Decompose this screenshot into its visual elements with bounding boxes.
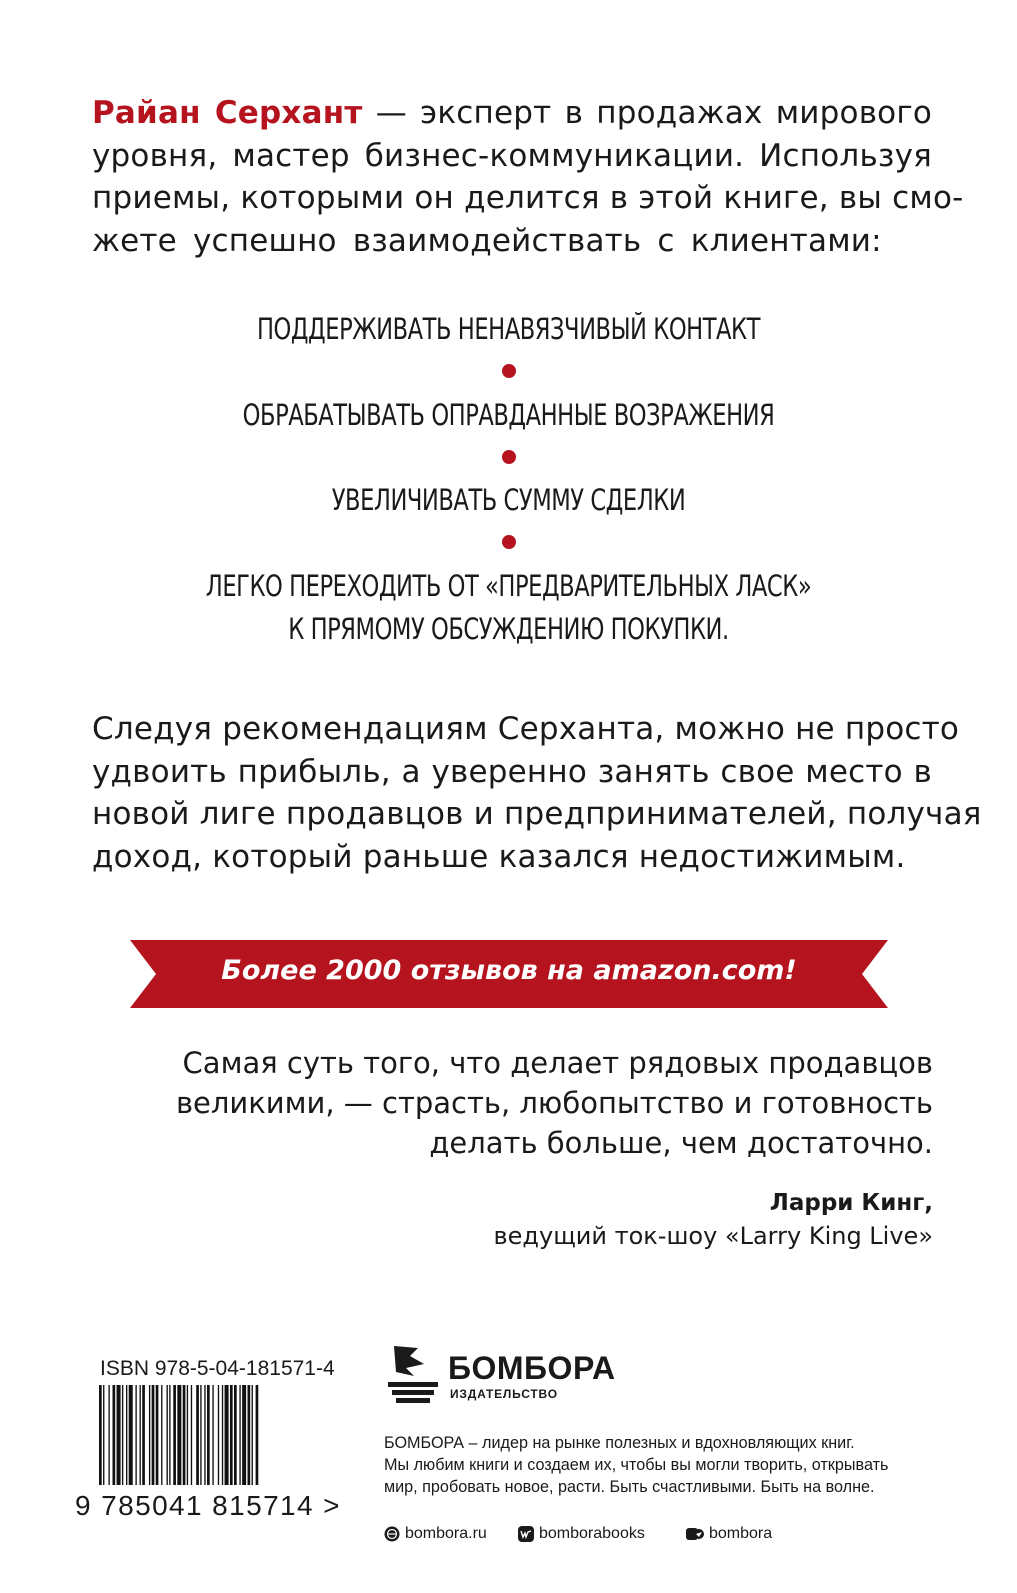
barcode-stripe: [234, 1385, 237, 1485]
barcode-stripe: [225, 1385, 229, 1485]
para-line: удвоить прибыль, а уверенно занять свое место в: [92, 753, 932, 790]
barcode-stripe: [113, 1385, 116, 1485]
social-link-vk[interactable]: [518, 1525, 645, 1543]
skill-item-2: ОБРАБАТЫВАТЬ ОПРАВДАННЫЕ ВОЗРАЖЕНИЯ: [242, 398, 775, 432]
desc-line: Мы любим книги и создаем их, чтобы вы могли творить, открывать: [384, 1456, 889, 1474]
barcode-stripe: [135, 1385, 136, 1485]
skill-item-1: ПОДДЕРЖИВАТЬ НЕНАВЯЗЧИВЫЙ КОНТАКТ: [256, 312, 761, 346]
bullet-dot: [502, 450, 516, 464]
barcode-stripe: [256, 1385, 259, 1485]
bullet-dot: [502, 535, 516, 549]
publisher-name: БОМБОРА: [448, 1350, 616, 1386]
telegram-icon: [686, 1526, 704, 1542]
intro-line-2: уровня, мастер бизнес-коммуникации. Используя: [92, 137, 932, 174]
barcode-stripe: [222, 1385, 223, 1485]
quote-line: делать больше, чем достаточно.: [429, 1126, 933, 1160]
vk-icon: [518, 1526, 534, 1542]
barcode-stripe: [212, 1385, 213, 1485]
barcode-stripe: [242, 1385, 246, 1485]
quote-author-role: ведущий ток-шоу «Larry King Live»: [493, 1222, 933, 1250]
barcode-stripe: [248, 1385, 251, 1485]
social-label: bombora: [709, 1525, 773, 1542]
barcode-stripe: [191, 1385, 192, 1485]
skill-item-4: ЛЕГКО ПЕРЕХОДИТЬ ОТ «ПРЕДВАРИТЕЛЬНЫХ ЛАСК»: [205, 569, 812, 603]
barcode-stripe: [239, 1385, 240, 1485]
author-name: Райан Серхант: [92, 95, 363, 131]
para-line: новой лиге продавцов и предпринимателей, получая: [92, 796, 982, 832]
publisher-logo-icon: [384, 1342, 442, 1406]
reviews-banner-text: Более 2000 отзывов на amazon.com!: [221, 955, 797, 986]
barcode-stripe: [156, 1385, 159, 1485]
intro-line-1: Райан Серхант — эксперт в продажах мирового: [92, 95, 932, 131]
social-link-website[interactable]: [384, 1525, 487, 1543]
bullet-dot: [502, 364, 516, 378]
barcode-stripe: [230, 1385, 233, 1485]
barcode-stripe: [122, 1385, 123, 1485]
barcode-stripe: [218, 1385, 219, 1485]
social-label: bombora.ru: [405, 1525, 487, 1542]
recommendation-paragraph: [92, 708, 982, 878]
barcode-stripe: [152, 1385, 155, 1485]
testimonial-quote: [173, 1043, 933, 1163]
barcode-stripe: [187, 1385, 188, 1485]
barcode-stripe: [117, 1385, 121, 1485]
barcode-number: 9 785041 815714 >: [75, 1490, 341, 1521]
barcode-stripe: [167, 1385, 168, 1485]
quote-author: Ларри Кинг,: [769, 1190, 933, 1216]
barcode-stripe: [161, 1385, 162, 1485]
skill-item-4-cont: К ПРЯМОМУ ОБСУЖДЕНИЮ ПОКУПКИ.: [288, 612, 729, 646]
barcode-stripe: [204, 1385, 205, 1485]
para-line: Следуя рекомендациям Серханта, можно не просто: [92, 711, 960, 747]
barcode-stripe: [149, 1385, 150, 1485]
barcode-stripe: [183, 1385, 186, 1485]
barcode-stripe: [207, 1385, 210, 1485]
barcode-stripe: [140, 1385, 141, 1485]
barcode-stripe: [169, 1385, 170, 1485]
desc-line: БОМБОРА – лидер на рынке полезных и вдохновляющих книг.: [384, 1434, 855, 1452]
barcode-stripe: [252, 1385, 253, 1485]
barcode-stripe: [129, 1385, 133, 1485]
intro-line-3: приемы, которыми он делится в этой книге, вы смо-: [92, 180, 964, 216]
barcode-stripe: [99, 1385, 102, 1485]
barcode-stripe: [142, 1385, 145, 1485]
quote-line: великими, — страсть, любопытство и готовность: [175, 1086, 933, 1120]
social-label: bomborabooks: [539, 1525, 645, 1542]
barcode-stripe: [200, 1385, 201, 1485]
barcode-stripe: [196, 1385, 199, 1485]
publisher-description: [384, 1432, 924, 1498]
publisher-subtitle: ИЗДАТЕЛЬСТВО: [450, 1387, 558, 1401]
quote-line: Самая суть того, что делает рядовых продавцов: [182, 1046, 933, 1080]
barcode: [99, 1385, 344, 1485]
barcode-stripe: [103, 1385, 104, 1485]
social-link-telegram[interactable]: [686, 1525, 772, 1543]
barcode-stripe: [108, 1385, 109, 1485]
barcode-stripe: [126, 1385, 127, 1485]
intro-line-4: жете успешно взаимодействать с клиентами:: [92, 222, 882, 259]
intro-paragraph: [92, 92, 964, 262]
barcode-stripe: [173, 1385, 176, 1485]
globe-icon: [384, 1526, 400, 1542]
desc-line: мир, пробовать новое, расти. Быть счастливыми. Быть на волне.: [384, 1478, 875, 1496]
para-line: доход, который раньше казался недостижимым.: [92, 838, 906, 875]
barcode-stripe: [177, 1385, 181, 1485]
skill-item-3: УВЕЛИЧИВАТЬ СУММУ СДЕЛКИ: [331, 483, 686, 517]
isbn-label: ISBN 978-5-04-181571-4: [100, 1357, 335, 1380]
